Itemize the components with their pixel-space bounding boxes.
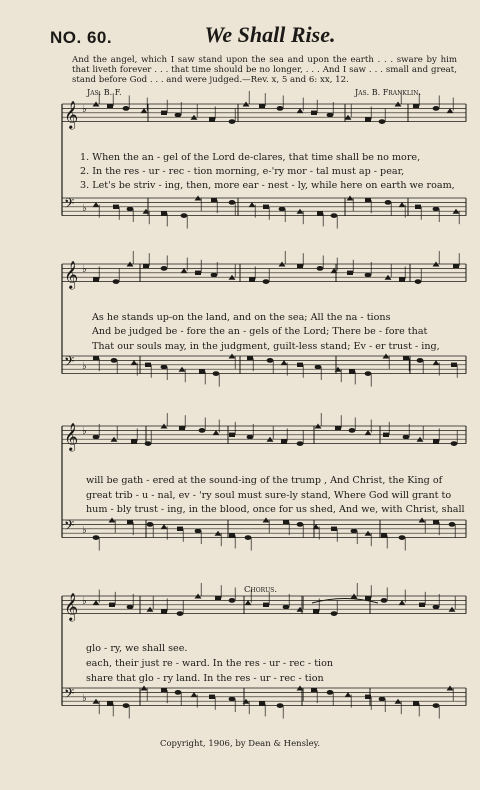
shape-note-head (161, 688, 167, 692)
hymn-number: NO. 60. (50, 28, 113, 47)
shape-note-head (381, 533, 387, 537)
shape-note-head (379, 697, 386, 702)
shape-note-head (399, 600, 406, 605)
shape-note-head (249, 202, 256, 207)
shape-note-head (247, 356, 253, 360)
scripture-reference: And the angel, which I saw stand upon the sea and upon the earth . . . sware by him that liveth forever . . . that time should be no longer, . . . And I saw . . . small and great, stand before God . . . and were judged.—Rev. x, 5 and 6: xx, 12. (72, 55, 457, 85)
lyric-line: hum - bly trust - ing, in the blood, once for us shed, And we, with Christ, shall (86, 504, 465, 515)
shape-note-head (229, 200, 236, 205)
lyricist-credit: Jas. B. F. (87, 88, 122, 97)
shape-note-head (93, 535, 100, 540)
shape-note-head (191, 692, 198, 697)
flat-key-signature-icon: ♭ (82, 263, 87, 275)
shape-note-head (247, 435, 254, 440)
lyric-line: 1. When the an - gel of the Lord de-clares, that time shall be no more, (80, 152, 421, 163)
shape-note-head (433, 360, 440, 365)
shape-note-head (335, 426, 341, 430)
shape-note-head (211, 198, 217, 202)
shape-note-head (229, 119, 236, 124)
shape-note-head (93, 277, 99, 281)
shape-note-head (161, 609, 167, 613)
shape-note-head (259, 104, 265, 108)
shape-note-head (451, 441, 458, 446)
shape-note-head (175, 113, 182, 118)
shape-note-head (433, 106, 440, 111)
shape-note-head (331, 611, 338, 616)
shape-note-head (161, 524, 168, 529)
flat-key-signature-icon: ♭ (82, 361, 87, 373)
lyric-line: glo - ry, we shall see. (86, 643, 188, 654)
shape-note-head (199, 369, 205, 373)
copyright-notice: Copyright, 1906, by Dean & Hensley. (159, 739, 321, 749)
hymn-title: We Shall Rise. (204, 22, 336, 47)
flat-key-signature-icon: ♭ (82, 595, 87, 607)
shape-note-head (123, 106, 130, 111)
shape-note-head (279, 207, 286, 212)
shape-note-head (161, 365, 168, 370)
shape-note-head (113, 205, 119, 209)
shape-note-head (143, 264, 149, 268)
shape-note-head (127, 207, 134, 212)
shape-note-head (381, 598, 388, 603)
shape-note-head (93, 356, 99, 360)
shape-note-head (181, 268, 188, 273)
shape-note-head (399, 277, 405, 281)
shape-note-head (259, 701, 265, 705)
shape-note-head (209, 117, 215, 121)
bass-clef-icon: 𝄢 (64, 353, 75, 373)
shape-note-head (229, 533, 235, 537)
shape-note-head (433, 605, 440, 610)
shape-note-head (365, 273, 372, 278)
shape-note-head (213, 371, 220, 376)
shape-note-head (145, 441, 152, 446)
shape-note-head (283, 520, 289, 524)
shape-note-head (449, 522, 456, 527)
shape-note-head (195, 271, 201, 275)
shape-note-head (347, 271, 353, 275)
shape-note-head (263, 279, 270, 284)
shape-note-head (349, 369, 355, 373)
shape-note-head (383, 433, 389, 437)
shape-note-head (263, 205, 269, 209)
shape-note-head (161, 266, 168, 271)
treble-clef-icon: 𝄞 (64, 592, 79, 621)
shape-note-head (175, 690, 182, 695)
bass-clef-icon: 𝄢 (64, 685, 75, 705)
shape-note-head (385, 200, 392, 205)
shape-note-head (297, 441, 304, 446)
shape-note-head (413, 701, 419, 705)
shape-note-head (433, 703, 440, 708)
lyric-line: That our souls may, in the judgment, guilt-less stand; Ev - er trust - ing, (92, 341, 440, 352)
shape-note-head (415, 205, 421, 209)
shape-note-head (177, 527, 183, 531)
shape-note-head (365, 117, 371, 121)
shape-note-head (311, 111, 317, 115)
shape-note-head (123, 703, 130, 708)
shape-note-head (263, 603, 269, 607)
treble-clef-icon: 𝄞 (64, 260, 79, 289)
shape-note-head (331, 213, 338, 218)
shape-note-head (277, 703, 284, 708)
shape-note-head (229, 598, 236, 603)
shape-note-head (297, 522, 304, 527)
shape-note-head (229, 697, 236, 702)
flat-key-signature-icon: ♭ (82, 103, 87, 115)
shape-note-head (277, 106, 284, 111)
shape-note-head (351, 529, 358, 534)
shape-note-head (345, 692, 352, 697)
shape-note-head (327, 113, 334, 118)
shape-note-head (111, 358, 118, 363)
shape-note-head (245, 600, 252, 605)
shape-note-head (349, 428, 356, 433)
shape-note-head (311, 688, 317, 692)
shape-note-head (109, 603, 115, 607)
composer-credit: Jas. B. Franklin. (355, 88, 421, 97)
shape-note-head (399, 535, 406, 540)
shape-note-head (297, 264, 303, 268)
flat-key-signature-icon: ♭ (82, 693, 87, 705)
shape-note-head (145, 363, 151, 367)
shape-note-head (141, 108, 148, 113)
shape-note-head (215, 596, 221, 600)
shape-note-head (195, 529, 202, 534)
shape-note-head (365, 198, 371, 202)
shape-note-head (283, 605, 290, 610)
shape-note-head (161, 211, 167, 215)
shape-note-head (451, 363, 457, 367)
shape-note-head (249, 277, 255, 281)
shape-note-head (179, 426, 185, 430)
lyric-line: And be judged be - fore the an - gels of the Lord; There be - fore that (92, 326, 428, 337)
lyric-line: share that glo - ry land. In the res - ur - rec - tion (86, 673, 324, 684)
shape-note-head (433, 439, 439, 443)
shape-note-head (433, 520, 439, 524)
shape-note-head (413, 104, 419, 108)
shape-note-head (267, 358, 274, 363)
shape-note-head (433, 207, 440, 212)
shape-note-head (331, 527, 337, 531)
bass-clef-icon: 𝄢 (64, 517, 75, 537)
shape-note-head (399, 202, 406, 207)
shape-note-head (419, 603, 425, 607)
shape-note-head (131, 360, 138, 365)
lyric-line: 3. Let's be striv - ing, then, more ear - nest - ly, while here on earth we roam, (80, 180, 455, 191)
shape-note-head (199, 428, 206, 433)
treble-clef-icon: 𝄞 (64, 422, 79, 451)
shape-note-head (127, 520, 133, 524)
shape-note-head (161, 111, 167, 115)
shape-note-head (365, 695, 371, 699)
shape-note-head (177, 611, 184, 616)
shape-note-head (453, 264, 459, 268)
bass-clef-icon: 𝄢 (64, 195, 75, 215)
lyric-line: will be gath - ered at the sound-ing of the trump , And Christ, the King of (86, 475, 443, 486)
lyric-line: great trib - u - nal, ev - 'ry soul must sure-ly stand, Where God will grant to (86, 490, 452, 501)
shape-note-head (365, 371, 372, 376)
shape-note-head (447, 108, 454, 113)
lyric-line: As he stands up-on the land, and on the sea; All the na - tions (92, 312, 391, 323)
shape-note-head (297, 363, 303, 367)
shape-note-head (297, 108, 304, 113)
shape-note-head (147, 522, 154, 527)
shape-note-head (403, 356, 409, 360)
shape-note-head (365, 430, 372, 435)
shape-note-head (317, 266, 324, 271)
shape-note-head (127, 605, 134, 610)
shape-note-head (327, 690, 334, 695)
shape-note-head (107, 701, 113, 705)
shape-note-head (245, 535, 252, 540)
flat-key-signature-icon: ♭ (82, 203, 87, 215)
shape-note-head (415, 279, 422, 284)
treble-clef-icon: 𝄞 (64, 100, 79, 129)
shape-note-head (209, 695, 215, 699)
shape-note-head (93, 202, 100, 207)
flat-key-signature-icon: ♭ (82, 425, 87, 437)
shape-note-head (107, 104, 113, 108)
shape-note-head (365, 596, 371, 600)
shape-note-head (281, 439, 287, 443)
shape-note-head (317, 211, 323, 215)
shape-note-head (213, 430, 220, 435)
shape-note-head (93, 600, 100, 605)
lyric-line: 2. In the res - ur - rec - tion morning, e-'ry mor - tal must ap - pear, (80, 166, 405, 177)
shape-note-head (229, 433, 235, 437)
shape-note-head (417, 358, 424, 363)
chorus-label: Chorus. (244, 585, 278, 595)
shape-note-head (281, 360, 288, 365)
lyric-line: each, their just re - ward. In the res - ur - rec - tion (86, 658, 334, 669)
shape-note-head (181, 213, 188, 218)
shape-note-head (131, 439, 137, 443)
shape-note-head (379, 119, 386, 124)
shape-note-head (211, 273, 218, 278)
shape-note-head (315, 365, 322, 370)
shape-note-head (113, 279, 120, 284)
shape-note-head (313, 609, 319, 613)
shape-note-head (403, 435, 410, 440)
flat-key-signature-icon: ♭ (82, 525, 87, 537)
shape-note-head (93, 435, 100, 440)
